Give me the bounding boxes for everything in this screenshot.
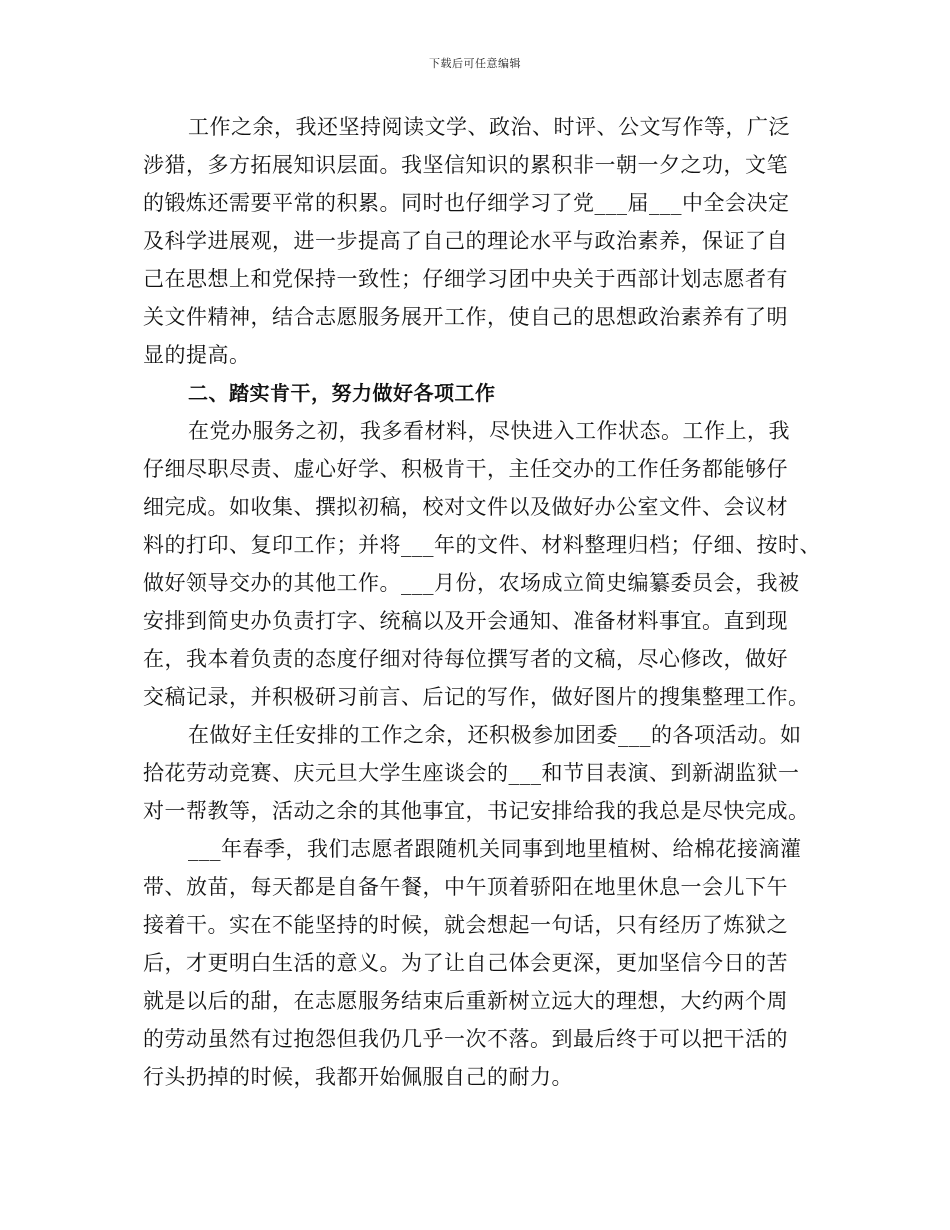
paragraph-4-line-1: ___年春季，我们志愿者跟随机关同事到地里植树、给棉花接滴灌 [188, 837, 802, 861]
paragraph-2-line-5: 做好领导交办的其他工作。___月份，农场成立简史编纂委员会，我被 [143, 571, 800, 595]
paragraph-1-line-2: 涉猎，多方拓展知识层面。我坚信知识的累积非一朝一夕之功，文笔 [143, 153, 788, 177]
paragraph-1-line-1: 工作之余，我还坚持阅读文学、政治、时评、公文写作等，广泛 [188, 115, 790, 139]
paragraph-4-line-7: 行头扔掉的时候，我都开始佩服自己的耐力。 [143, 1065, 573, 1089]
section-heading: 二、踏实肯干，努力做好各项工作 [188, 381, 496, 405]
paragraph-3-line-3: 对一帮教等，活动之余的其他事宜，书记安排给我的我总是尽快完成。 [143, 799, 810, 823]
paragraph-2-line-7: 在，我本着负责的态度仔细对待每位撰写者的文稿，尽心修改，做好 [143, 647, 788, 671]
paragraph-4-line-2: 带、放苗，每天都是自备午餐，中午顶着骄阳在地里休息一会儿下午 [143, 875, 788, 899]
paragraph-1-line-4: 及科学进展观，进一步提高了自己的理论水平与政治素养，保证了自 [143, 229, 788, 253]
paragraph-2-line-1: 在党办服务之初，我多看材料，尽快进入工作状态。工作上，我 [188, 419, 790, 443]
paragraph-4-line-5: 就是以后的甜，在志愿服务结束后重新树立远大的理想，大约两个周 [143, 989, 788, 1013]
paragraph-4-line-6: 的劳动虽然有过抱怨但我仍几乎一次不落。到最后终于可以把干活的 [143, 1027, 788, 1051]
paragraph-1-line-3: 的锻炼还需要平常的积累。同时也仔细学习了党___届___中全会决定 [143, 191, 790, 215]
paragraph-2-line-6: 安排到简史办负责打字、统稿以及开会通知、准备材料事宜。直到现 [143, 609, 788, 633]
paragraph-1-line-6: 关文件精神，结合志愿服务展开工作，使自己的思想政治素养有了明 [143, 305, 788, 329]
paragraph-1-line-5: 己在思想上和党保持一致性；仔细学习团中央关于西部计划志愿者有 [143, 267, 788, 291]
paragraph-2-line-8: 交稿记录，并积极研习前言、后记的写作，做好图片的搜集整理工作。 [143, 685, 810, 709]
paragraph-3-line-1: 在做好主任安排的工作之余，还积极参加团委___的各项活动。如 [188, 723, 802, 747]
paragraph-2-line-3: 细完成。如收集、撰拟初稿，校对文件以及做好办公室文件、会议材 [143, 495, 788, 519]
paragraph-2-line-2: 仔细尽职尽责、虚心好学、积极肯干，主任交办的工作任务都能够仔 [143, 457, 788, 481]
document-body [143, 108, 821, 1096]
paragraph-4-line-4: 后，才更明白生活的意义。为了让自己体会更深，更加坚信今日的苦 [143, 951, 788, 975]
page-header-note: 下载后可任意编辑 [429, 57, 521, 70]
paragraph-3-line-2: 拾花劳动竞赛、庆元旦大学生座谈会的___和节目表演、到新湖监狱一 [143, 761, 800, 785]
paragraph-2-line-4: 料的打印、复印工作；并将___年的文件、材料整理归档；仔细、按时、 [143, 533, 821, 557]
paragraph-1-line-7: 显的提高。 [143, 343, 251, 367]
paragraph-4-line-3: 接着干。实在不能坚持的时候，就会想起一句话，只有经历了炼狱之 [143, 913, 788, 937]
